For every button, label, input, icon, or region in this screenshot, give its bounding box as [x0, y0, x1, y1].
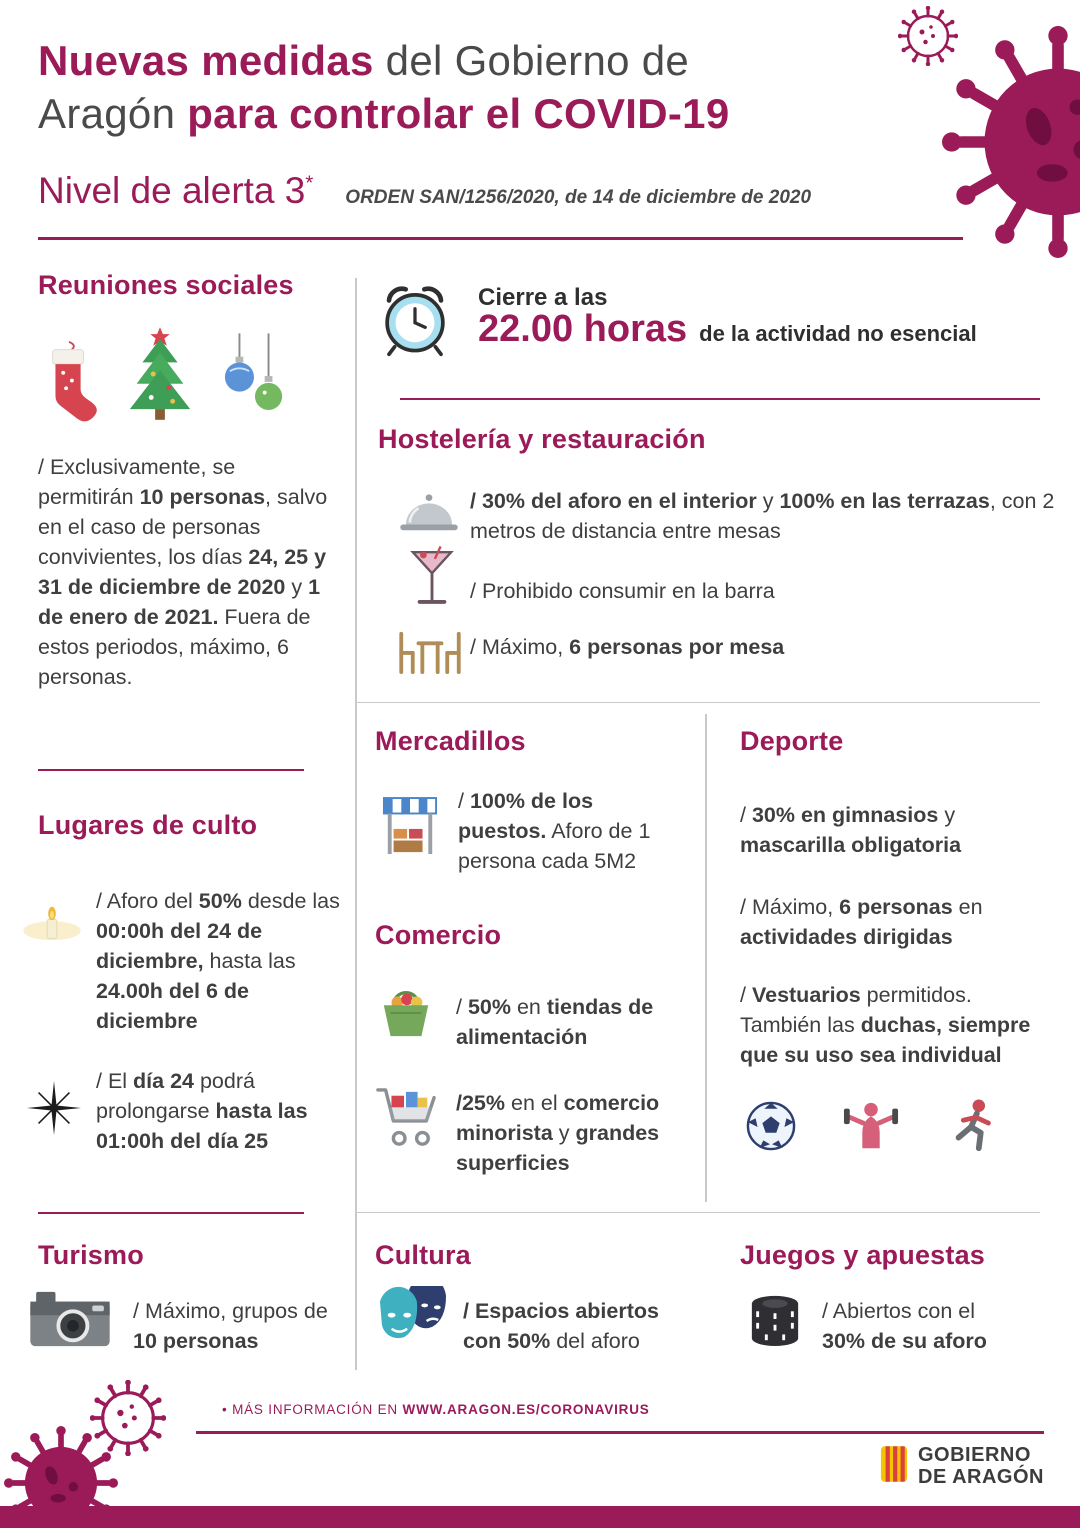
food-basket-icon	[378, 982, 434, 1045]
soccer-ball-icon	[746, 1101, 796, 1156]
logo-line-2: DE ARAGÓN	[918, 1466, 1044, 1488]
section-heading-hosteleria: Hostelería y restauración	[378, 424, 706, 454]
section-divider	[38, 769, 304, 771]
gobierno-de-aragon-logo	[880, 1444, 1044, 1488]
deporte-item-text: / Vestuarios permitidos. También las duchas, siempre que su uso sea individual	[740, 983, 1031, 1067]
section-heading-lugares-de-culto: Lugares de culto	[38, 810, 258, 840]
reuniones-icons	[40, 320, 286, 428]
stocking-icon	[40, 339, 98, 428]
weightlifter-icon	[842, 1098, 900, 1159]
section-heading-turismo: Turismo	[38, 1240, 144, 1270]
title-line-1: Nuevas medidas del Gobierno de	[38, 37, 690, 84]
section-heading-deporte: Deporte	[740, 726, 844, 756]
candle-icon	[20, 902, 84, 951]
section-divider	[355, 1212, 1040, 1213]
shopping-cart-icon	[374, 1082, 436, 1159]
section-heading-comercio: Comercio	[375, 920, 502, 950]
section-divider	[400, 398, 1040, 400]
cierre-intro: Cierre a las	[478, 284, 608, 311]
section-heading-reuniones: Reuniones sociales	[38, 270, 294, 300]
hosteleria-item-text: / 30% del aforo en el interior y 100% en las terrazas, con 2 metros de distancia entre mesas	[470, 489, 1055, 543]
star-icon	[26, 1080, 82, 1141]
comercio-item-text: /25% en el comercio minorista y grandes superficies	[456, 1091, 660, 1175]
theater-masks-icon	[376, 1286, 450, 1359]
footer-divider	[196, 1431, 1044, 1434]
column-divider	[705, 714, 707, 1202]
cierre-time: 22.00 horas	[478, 308, 688, 350]
mercadillos-text: / 100% de los puestos. Aforo de 1 persona cada 5M2	[458, 789, 651, 873]
alert-asterisk: *	[305, 172, 314, 195]
section-divider	[38, 1212, 304, 1214]
camera-icon	[28, 1290, 112, 1355]
culto-item-text: / El día 24 podrá prolongarse hasta las 01:00h del día 25	[96, 1069, 308, 1153]
order-reference: ORDEN SAN/1256/2020, de 14 de diciembre de 2020	[345, 187, 812, 208]
more-info-text: • MÁS INFORMACIÓN EN WWW.ARAGON.ES/CORONAVIRUS	[222, 1402, 650, 1417]
alert-level-row	[38, 170, 811, 212]
poker-chips-icon	[748, 1290, 802, 1353]
virus-icon	[942, 26, 1080, 258]
section-heading-cultura: Cultura	[375, 1240, 471, 1270]
alarm-clock-icon	[376, 280, 454, 363]
christmas-tree-icon	[122, 327, 198, 428]
culto-item-text: / Aforo del 50% desde las 00:00h del 24 de diciembre, hasta las 24.00h del 6 de diciembre	[96, 889, 340, 1033]
cocktail-icon	[410, 546, 454, 615]
hosteleria-item-text: / Máximo, 6 personas por mesa	[470, 635, 785, 659]
section-heading-juegos: Juegos y apuestas	[740, 1240, 986, 1270]
runner-icon	[946, 1098, 1000, 1159]
page-title	[38, 34, 730, 140]
cultura-text: / Espacios abiertos con 50% del aforo	[463, 1299, 659, 1353]
baubles-icon	[222, 333, 286, 428]
table-chairs-icon	[394, 628, 466, 679]
comercio-item-text: / 50% en tiendas de alimentación	[456, 995, 654, 1049]
market-stall-icon	[382, 794, 438, 865]
deporte-icons	[746, 1098, 1000, 1159]
header-divider	[38, 237, 963, 240]
juegos-text: / Abiertos con el 30% de su aforo	[822, 1299, 987, 1353]
logo-text	[918, 1444, 1044, 1488]
deporte-item-text: / 30% en gimnasios y mascarilla obligatoria	[740, 803, 962, 857]
aragon-flag-icon	[880, 1445, 908, 1488]
cloche-icon	[398, 490, 460, 541]
alert-level-text: Nivel de alerta 3	[38, 170, 306, 211]
cierre-tail: de la actividad no esencial	[699, 321, 977, 346]
deporte-item-text: / Máximo, 6 personas en actividades dirigidas	[740, 895, 983, 949]
logo-line-1: GOBIERNO	[918, 1444, 1031, 1466]
turismo-text: / Máximo, grupos de 10 personas	[133, 1299, 328, 1353]
reuniones-body-text: / Exclusivamente, se permitirán 10 personas, salvo en el caso de personas convivientes, los días 24, 25 y 31 de diciembre de 2020 y 1 de enero de 2021. Fuera de estos periodos, máximo, 6 personas.	[38, 455, 328, 689]
column-divider	[355, 278, 357, 1370]
section-divider	[355, 702, 1040, 703]
bottom-accent-bar	[0, 1506, 1080, 1528]
section-heading-mercadillos: Mercadillos	[375, 726, 526, 756]
hosteleria-item-text: / Prohibido consumir en la barra	[470, 579, 775, 603]
title-line-2: Aragón para controlar el COVID-19	[38, 90, 730, 137]
cierre-line	[478, 308, 977, 351]
alert-level	[38, 170, 313, 212]
